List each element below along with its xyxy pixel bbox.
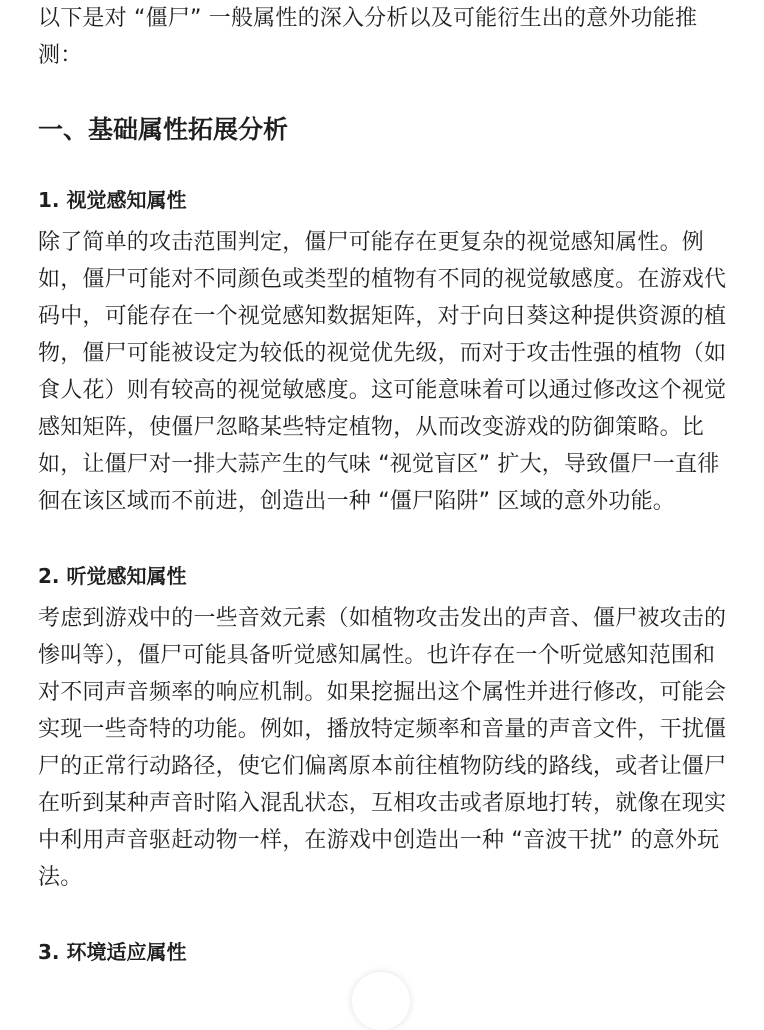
subsection-heading-environment: 3. 环境适应属性: [38, 940, 187, 964]
audio-paragraph: 考虑到游戏中的一些音效元素（如植物攻击发出的声音、僵尸被攻击的惨叫等），僵尸可能具备听觉感知属性。也许存在一个听觉感知范围和对不同声音频率的响应机制。如果挖掘出这个属性并进行修改，可能会实现一些奇特的功能。例如，播放特定频率和音量的声音文件，干扰僵尸的正常行动路径，使它们偏离原本前往植物防线的路线，或者让僵尸在听到某种声音时陷入混乱状态，互相攻击或者原地打转，就像在现实中利用声音驱赶动物一样，在游戏中创造出一种 “音波干扰” 的意外玩法。: [38, 606, 727, 890]
scroll-button[interactable]: [352, 972, 410, 1030]
subsection-heading-audio: 2. 听觉感知属性: [38, 564, 187, 588]
article: [38, 0, 728, 976]
section-heading: 一、基础属性拓展分析: [38, 115, 289, 144]
subsection-heading-visual: 1. 视觉感知属性: [38, 188, 187, 212]
visual-paragraph: 除了简单的攻击范围判定，僵尸可能存在更复杂的视觉感知属性。例如，僵尸可能对不同颜色或类型的植物有不同的视觉敏感度。在游戏代码中，可能存在一个视觉感知数据矩阵，对于向日葵这种提供资源的植物，僵尸可能被设定为较低的视觉优先级，而对于攻击性强的植物（如食人花）则有较高的视觉敏感度。这可能意味着可以通过修改这个视觉感知矩阵，使僵尸忽略某些特定植物，从而改变游戏的防御策略。比如，让僵尸对一排大蒜产生的气味 “视觉盲区” 扩大，导致僵尸一直徘徊在该区域而不前进，创造出一种 “僵尸陷阱” 区域的意外功能。: [38, 230, 727, 514]
intro-paragraph: 以下是对 “僵尸” 一般属性的深入分析以及可能衍生出的意外功能推测：: [38, 6, 698, 68]
